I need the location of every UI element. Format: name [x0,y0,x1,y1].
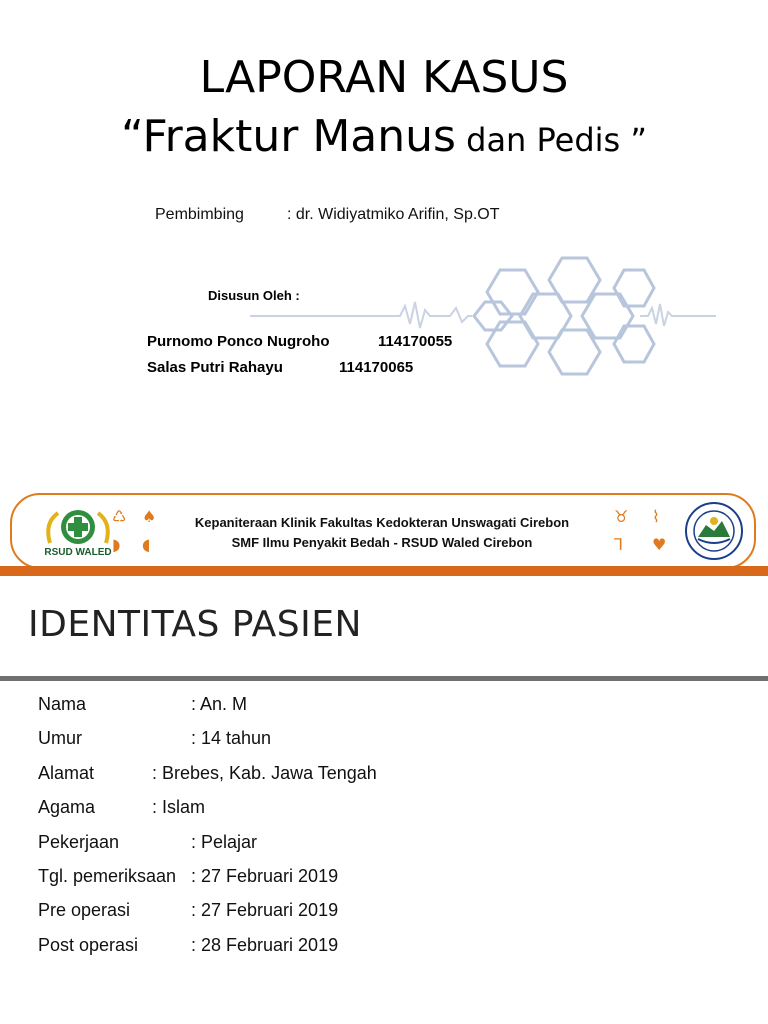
section-title: IDENTITAS PASIEN [28,604,362,645]
identity-value: : Pelajar [191,832,258,852]
identity-value: : 28 Februari 2019 [191,935,339,955]
slide-subtitle [0,110,768,173]
identity-label: Post operasi [38,935,139,955]
rsud-logo-text: RSUD WALED [44,547,112,558]
pelvis-icon: ♉ [614,507,629,526]
identity-value: : An. M [191,694,248,714]
banner-text [172,513,592,553]
identity-row [38,866,338,887]
identity-label: Tgl. pemeriksaan [38,866,177,886]
banner-line-1: Kepaniteraan Klinik Fakultas Kedokteran Unswagati Cirebon [194,515,570,530]
identity-label: Pre operasi [38,900,131,920]
identity-row [38,763,377,784]
identity-value: : Brebes, Kab. Jawa Tengah [152,763,377,783]
subtitle-part-1: “Fraktur Manus [121,111,456,162]
author-name: Purnomo Ponco Nugroho [147,333,330,350]
author-row [147,359,413,376]
compiled-by-label: Disusun Oleh : [208,288,300,303]
identity-row [38,900,338,921]
identity-row [38,694,247,715]
institution-banner [10,493,756,569]
supervisor-label: Pembimbing [155,206,244,223]
identity-value: : 27 Februari 2019 [191,900,339,920]
author-row [147,333,452,350]
patient-identity-slide [0,576,768,1024]
identity-row [38,797,205,818]
identity-label: Pekerjaan [38,832,120,852]
identity-label: Alamat [38,763,95,783]
title-divider [0,676,768,681]
identity-value: : Islam [152,797,206,817]
author-nim: 114170065 [339,359,414,376]
identity-row [38,728,271,749]
liver-icon: ♠ [142,507,157,526]
rsud-emblem-icon [36,503,120,549]
author-name: Salas Putri Rahayu [147,359,283,376]
identity-label: Umur [38,728,82,748]
lungs-icon: ♺ [112,507,127,526]
identity-label: Agama [38,797,96,817]
stomach-icon: ◖ [142,535,151,554]
banner-line-2: SMF Ilmu Penyakit Bedah - RSUD Waled Cirebon [231,535,533,550]
rsud-waled-logo [36,503,120,561]
identity-value: : 14 tahun [191,728,272,748]
identity-row [38,832,257,853]
identity-value: : 27 Februari 2019 [191,866,339,886]
heart-icon: ♥ [652,535,667,554]
identity-label: Nama [38,694,87,714]
subtitle-part-2: dan Pedis ” [455,121,647,159]
slide-title: LAPORAN KASUS [199,52,569,103]
supervisor-value: : dr. Widiyatmiko Arifin, Sp.OT [287,206,500,223]
leg-icon: ⅂ [614,535,623,554]
identity-row [38,935,338,956]
supervisor-line [155,206,500,224]
kidney-icon: ◗ [112,535,121,554]
spine-icon: ⌇ [652,507,660,526]
slide-bottom-bar [0,566,768,576]
author-nim: 114170055 [378,333,453,350]
university-seal-icon [684,501,744,561]
